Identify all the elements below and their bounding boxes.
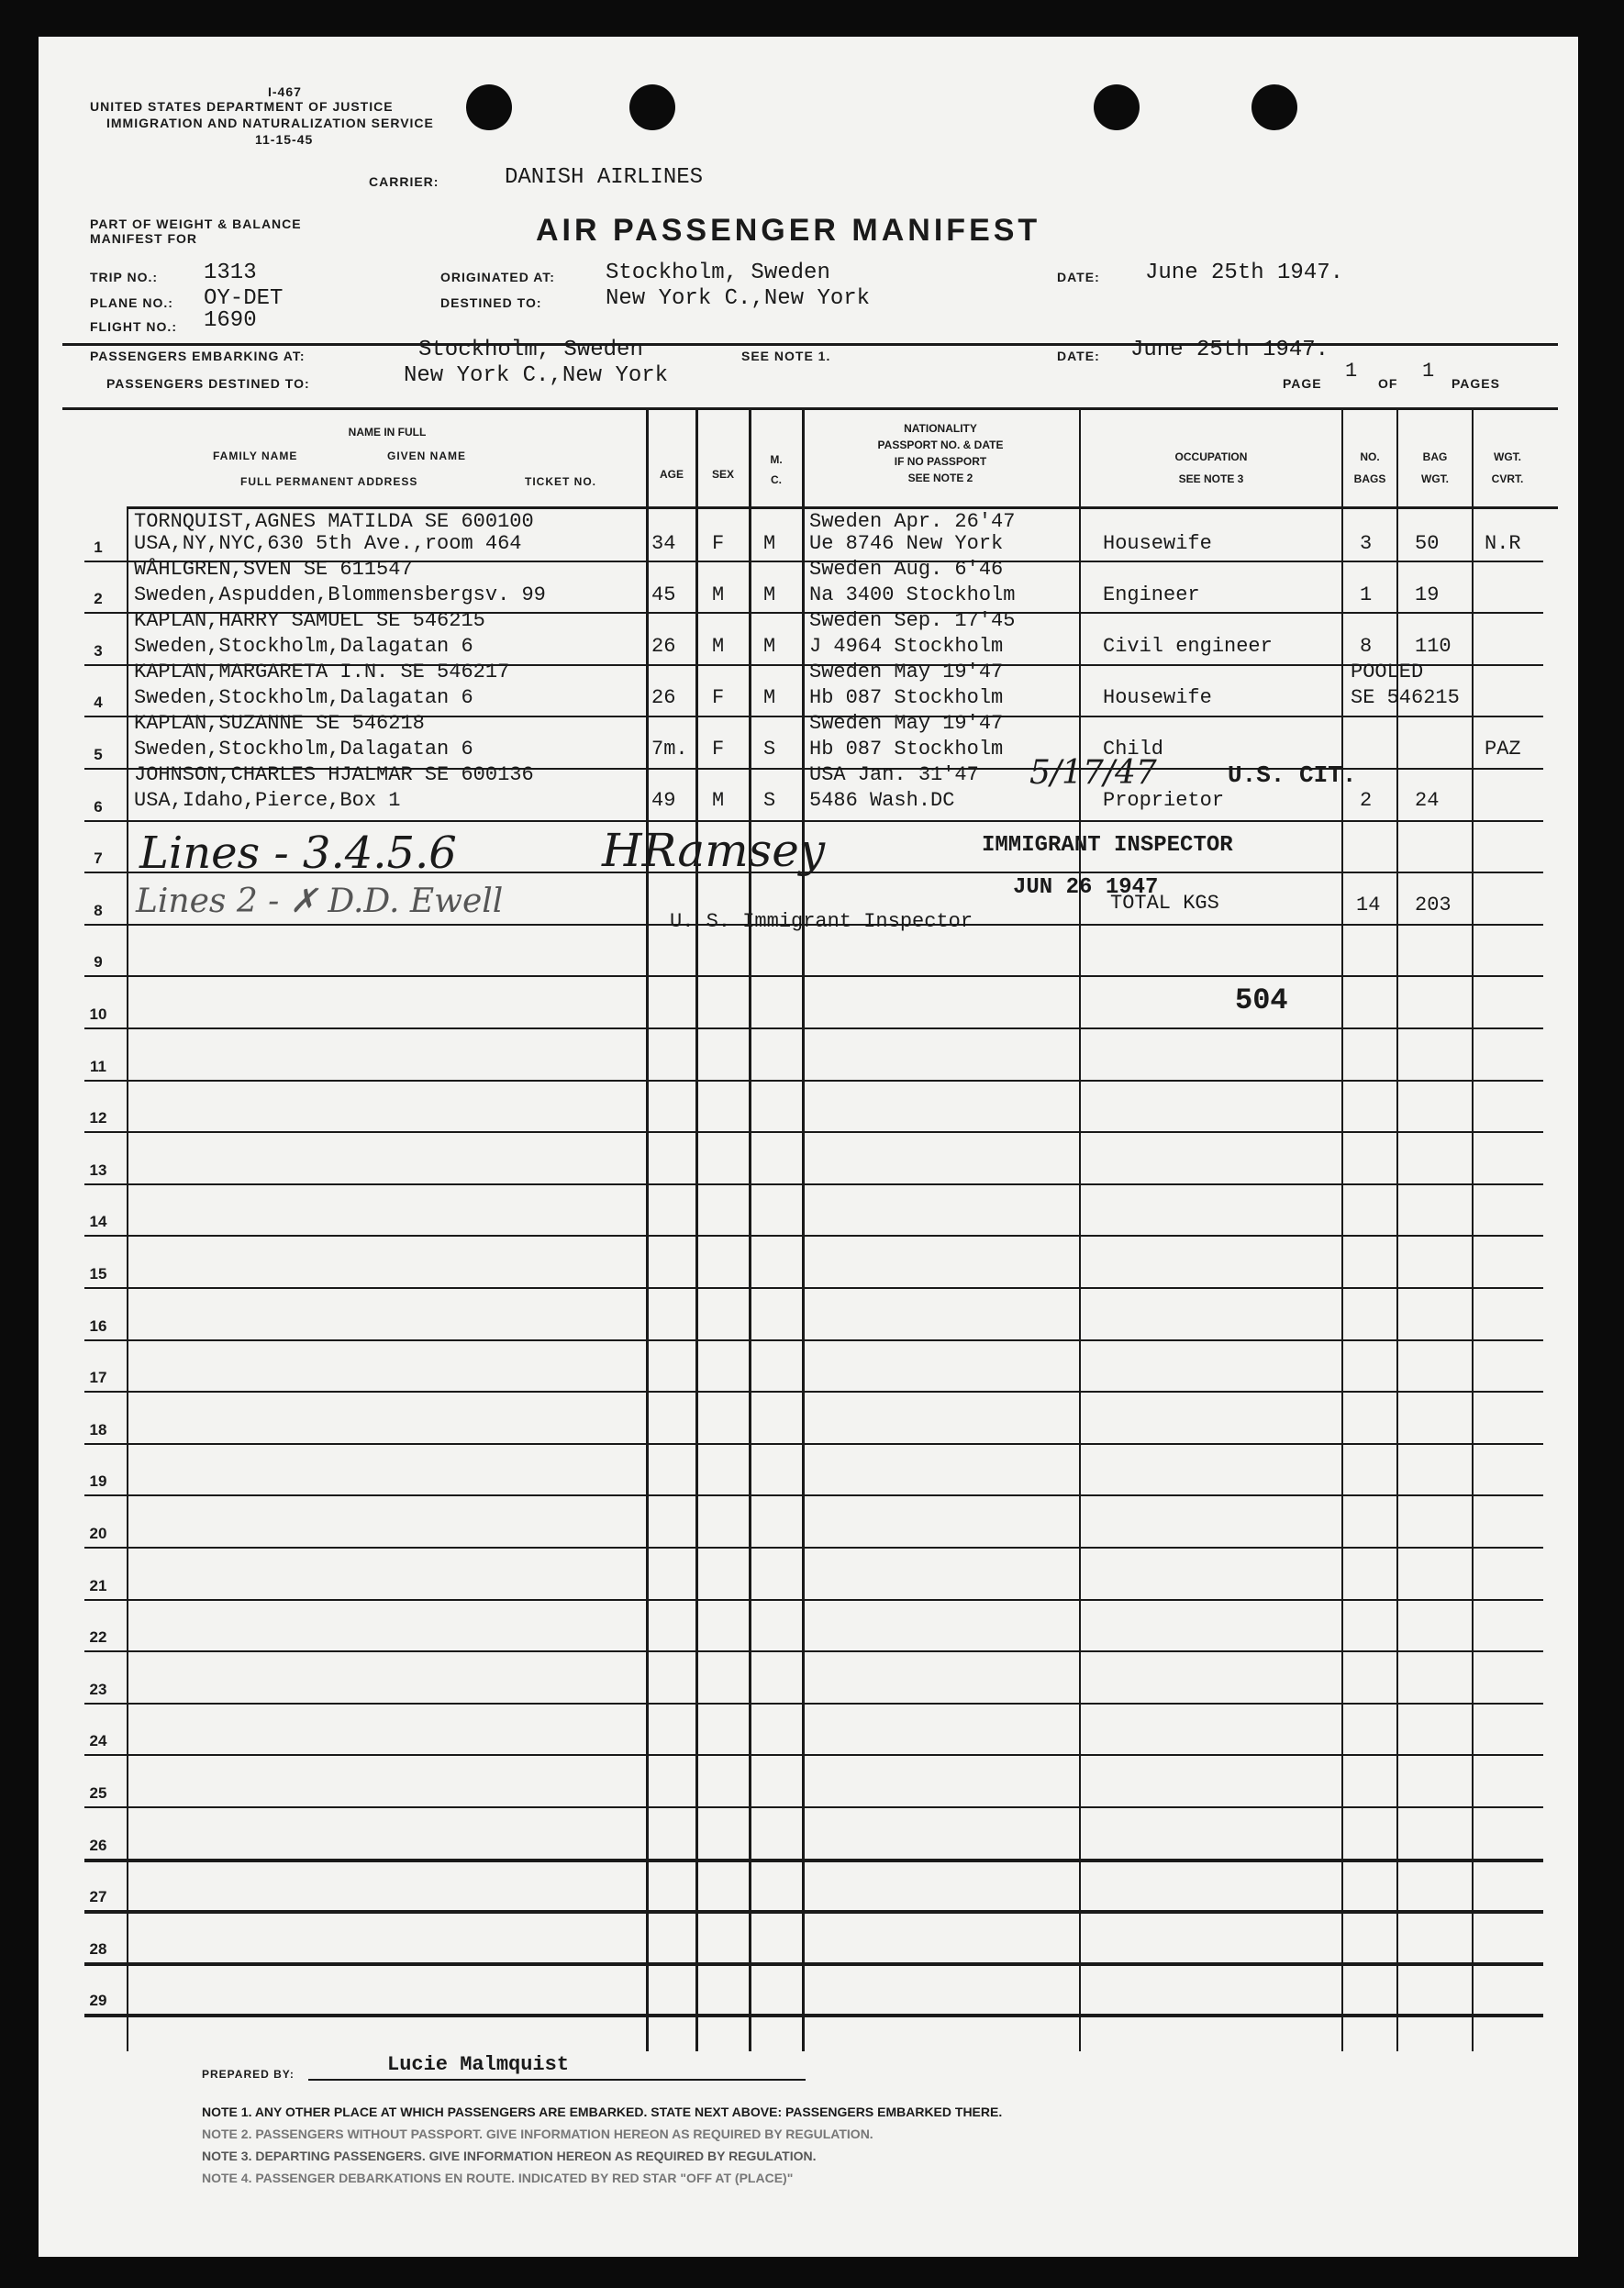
passenger-age: 45 [651, 583, 676, 606]
row-number: 11 [90, 1058, 106, 1075]
page-label: PAGE [1283, 376, 1322, 391]
punch-hole [466, 84, 512, 130]
passenger-bags: 3 [1360, 532, 1373, 555]
carrier-value: DANISH AIRLINES [505, 165, 704, 190]
passenger-marital: S [763, 789, 776, 812]
date-label-2: DATE: [1057, 349, 1100, 363]
trip-value: 1313 [204, 261, 257, 285]
passenger-passport: 5486 Wash.DC [809, 789, 955, 812]
row-number: 9 [94, 953, 103, 971]
handwritten-lines-note-2: Lines 2 - ✗ D.D. Ewell [136, 883, 504, 920]
passenger-occupation: Proprietor [1103, 789, 1225, 812]
passenger-age: 7m. [651, 738, 688, 761]
col-wgt-cvrt: WGT. CVRT. [1491, 450, 1524, 485]
see-note-1: SEE NOTE 1. [741, 349, 831, 363]
col-occupation: OCCUPATION SEE NOTE 3 [1174, 450, 1248, 485]
plane-value: OY-DET [204, 286, 284, 311]
row-line [84, 1131, 1543, 1133]
passenger-age: 49 [651, 789, 676, 812]
note-3: NOTE 3. DEPARTING PASSENGERS. GIVE INFORMATION HEREON AS REQUIRED BY REGULATION. [202, 2149, 817, 2163]
passenger-bags: 1 [1360, 583, 1373, 606]
row-line [84, 1494, 1543, 1496]
row-line [84, 1599, 1543, 1601]
note-4: NOTE 4. PASSENGER DEBARKATIONS EN ROUTE. INDICATED BY RED STAR "OFF AT (PLACE)" [202, 2171, 794, 2185]
row-number: 21 [89, 1577, 107, 1594]
row-line [84, 1754, 1543, 1756]
row-line [84, 1183, 1543, 1185]
passengers-destined-value: New York C.,New York [404, 363, 669, 388]
prepared-by-value: Lucie Malmquist [387, 2053, 570, 2076]
originated-value: Stockholm, Sweden [606, 261, 830, 285]
manifest-sheet [39, 37, 1578, 2257]
col-marital: M. C. [770, 453, 783, 486]
handwritten-date: 5/17/47 [1029, 754, 1157, 792]
part-of-label-1: PART OF WEIGHT & BALANCE [90, 217, 302, 231]
flight-label: FLIGHT NO.: [90, 319, 177, 334]
row-number: 7 [94, 850, 103, 867]
service-line: IMMIGRATION AND NATURALIZATION SERVICE [106, 116, 434, 130]
row-number: 24 [89, 1732, 107, 1749]
passenger-address: Sweden,Stockholm,Dalagatan 6 [134, 635, 473, 658]
passenger-nationality: Sweden May 19'47 [809, 712, 1004, 735]
carrier-label: CARRIER: [369, 174, 439, 189]
passenger-bags-note-2: SE 546215 [1351, 686, 1460, 709]
row-line [84, 1650, 1543, 1652]
passenger-sex: F [712, 532, 725, 555]
passenger-marital: M [763, 532, 776, 555]
row-line [84, 1443, 1543, 1445]
row-number: 23 [89, 1681, 107, 1698]
row-number: 8 [94, 902, 103, 919]
note-1: NOTE 1. ANY OTHER PLACE AT WHICH PASSENGERS ARE EMBARKED. STATE NEXT ABOVE: PASSENGERS EMBARKED THERE. [202, 2105, 1003, 2119]
row-number: 29 [89, 1992, 107, 2009]
embarking-label: PASSENGERS EMBARKING AT: [90, 349, 306, 363]
row-line [84, 1806, 1543, 1808]
row-number: 26 [89, 1837, 107, 1854]
total-weight: 203 [1415, 894, 1452, 916]
total-bags: 14 [1356, 894, 1381, 916]
passenger-occupation: Housewife [1103, 532, 1212, 555]
passenger-sex: F [712, 686, 725, 709]
passenger-age: 34 [651, 532, 676, 555]
row-line [84, 2014, 1543, 2017]
passenger-name: WÅHLGREN,SVEN SE 611547 [134, 558, 413, 581]
flight-value: 1690 [204, 308, 257, 333]
passenger-passport: Hb 087 Stockholm [809, 686, 1004, 709]
row-line [84, 1859, 1543, 1862]
row-number: 5 [94, 746, 103, 763]
row-number: 14 [89, 1213, 107, 1230]
row-line [84, 1080, 1543, 1082]
row-number: 28 [89, 1940, 107, 1958]
inspection-date-stamp: JUN 26 1947 [1013, 875, 1159, 900]
passenger-bags-note: POOLED [1351, 661, 1424, 683]
passenger-passport: Ue 8746 New York [809, 532, 1004, 555]
passenger-marital: M [763, 686, 776, 709]
passenger-marital: M [763, 583, 776, 606]
plane-label: PLANE NO.: [90, 295, 173, 310]
form-number: I-467 [268, 84, 302, 99]
col-name-in-full: NAME IN FULL [348, 426, 427, 439]
col-address: FULL PERMANENT ADDRESS [240, 475, 418, 488]
passenger-address: USA,NY,NYC,630 5th Ave.,room 464 [134, 532, 522, 555]
passenger-address: Sweden,Stockholm,Dalagatan 6 [134, 738, 473, 761]
passenger-cvrt: N.R [1485, 532, 1521, 555]
page-number: 1 [1345, 360, 1358, 383]
row-number: 3 [94, 642, 103, 660]
passenger-passport: Na 3400 Stockholm [809, 583, 1016, 606]
passenger-marital: S [763, 738, 776, 761]
row-number: 19 [89, 1472, 107, 1490]
date-label: DATE: [1057, 270, 1100, 284]
col-family-name: FAMILY NAME [213, 450, 298, 462]
passenger-name: JOHNSON,CHARLES HJALMAR SE 600136 [134, 763, 534, 786]
embark-date-value: June 25th 1947. [1130, 338, 1329, 362]
punch-hole [1094, 84, 1140, 130]
row-number: 27 [89, 1888, 107, 1905]
passenger-nationality: Sweden Sep. 17'45 [809, 609, 1016, 632]
passenger-bags: 2 [1360, 789, 1373, 812]
handwritten-lines-note: Lines - 3.4.5.6 [139, 827, 457, 879]
passenger-sex: M [712, 583, 725, 606]
col-given-name: GIVEN NAME [387, 450, 467, 462]
punch-hole [629, 84, 675, 130]
passenger-name: KAPLAN,SUZANNE SE 546218 [134, 712, 425, 735]
passenger-bag-weight: 24 [1415, 789, 1440, 812]
passenger-name: KAPLAN,MARGARETA I.N. SE 546217 [134, 661, 510, 683]
destined-value: New York C.,New York [606, 286, 871, 311]
us-immigrant-inspector-label: U. S. Immigrant Inspector [670, 910, 973, 933]
row-number: 20 [89, 1525, 107, 1542]
note-2: NOTE 2. PASSENGERS WITHOUT PASSPORT. GIVE INFORMATION HEREON AS REQUIRED BY REGULATION. [202, 2127, 873, 2141]
row-number: 2 [94, 590, 103, 607]
trip-label: TRIP NO.: [90, 270, 159, 284]
form-date: 11-15-45 [255, 132, 314, 147]
passenger-sex: F [712, 738, 725, 761]
passenger-nationality: USA Jan. 31'47 [809, 763, 979, 786]
passenger-bag-weight: 19 [1415, 583, 1440, 606]
passenger-bags: 8 [1360, 635, 1373, 658]
pages-label: PAGES [1452, 376, 1500, 391]
row-line [84, 1910, 1543, 1914]
row-number: 6 [94, 798, 103, 816]
row-line [84, 1235, 1543, 1237]
of-label: OF [1378, 376, 1398, 391]
passenger-sex: M [712, 635, 725, 658]
row-number: 10 [89, 1005, 107, 1023]
passenger-passport: Hb 087 Stockholm [809, 738, 1004, 761]
passenger-age: 26 [651, 686, 676, 709]
passenger-occupation: Engineer [1103, 583, 1200, 606]
row-number: 25 [89, 1784, 107, 1802]
passenger-passport: J 4964 Stockholm [809, 635, 1004, 658]
part-of-label-2: MANIFEST FOR [90, 231, 197, 246]
passenger-occupation: Civil engineer [1103, 635, 1273, 658]
passenger-name: TORNQUIST,AGNES MATILDA SE 600100 [134, 510, 534, 533]
passenger-occupation: Child [1103, 738, 1164, 761]
passenger-sex: M [712, 789, 725, 812]
row-line [84, 1287, 1543, 1289]
passenger-nationality: Sweden May 19'47 [809, 661, 1004, 683]
passenger-nationality: Sweden Aug. 6'46 [809, 558, 1004, 581]
col-nationality: NATIONALITY PASSPORT NO. & DATE IF NO PASSPORT SEE NOTE 2 [877, 422, 1004, 484]
embarking-value: Stockholm, Sweden [418, 338, 643, 362]
prepared-by-label: PREPARED BY: [202, 2068, 295, 2081]
passenger-address: Sweden,Stockholm,Dalagatan 6 [134, 686, 473, 709]
col-ticket-no: TICKET NO. [525, 475, 596, 488]
passenger-bag-weight: 50 [1415, 532, 1440, 555]
department-line: UNITED STATES DEPARTMENT OF JUSTICE [90, 99, 394, 114]
row-number: 12 [89, 1109, 107, 1127]
passenger-occupation: Housewife [1103, 686, 1212, 709]
passenger-bag-weight: 110 [1415, 635, 1452, 658]
destined-label: DESTINED TO: [440, 295, 542, 310]
row-number: 18 [89, 1421, 107, 1438]
col-no-bags: NO. BAGS [1353, 450, 1386, 485]
stamp-number-504: 504 [1235, 983, 1288, 1017]
total-kgs-label: TOTAL KGS [1110, 892, 1219, 915]
row-line [84, 1027, 1543, 1029]
row-line [84, 1391, 1543, 1393]
form-title: AIR PASSENGER MANIFEST [536, 213, 1041, 248]
passenger-cvrt: PAZ [1485, 738, 1521, 761]
row-line [84, 1547, 1543, 1549]
us-cit-stamp: U.S. CIT. [1228, 761, 1357, 789]
col-sex: SEX [711, 468, 734, 481]
passenger-marital: M [763, 635, 776, 658]
immigrant-inspector-stamp: IMMIGRANT INSPECTOR [982, 833, 1233, 858]
page-total: 1 [1422, 360, 1435, 383]
passengers-destined-label: PASSENGERS DESTINED TO: [106, 376, 310, 391]
passenger-address: USA,Idaho,Pierce,Box 1 [134, 789, 401, 812]
date-value: June 25th 1947. [1145, 261, 1344, 285]
passenger-name: KAPLAN,HARRY SAMUEL SE 546215 [134, 609, 485, 632]
row-number: 13 [89, 1161, 107, 1179]
originated-label: ORIGINATED AT: [440, 270, 555, 284]
passenger-address: Sweden,Aspudden,Blommensbergsv. 99 [134, 583, 546, 606]
row-number: 4 [94, 694, 103, 711]
col-age: AGE [659, 468, 684, 481]
punch-hole [1251, 84, 1297, 130]
inspector-signature: HRamsey [602, 824, 826, 877]
row-line [84, 1962, 1543, 1966]
row-number: 17 [89, 1369, 107, 1386]
row-line [84, 975, 1543, 977]
row-line [84, 1703, 1543, 1705]
passenger-nationality: Sweden Apr. 26'47 [809, 510, 1016, 533]
row-line [84, 820, 1543, 822]
row-line [84, 1339, 1543, 1341]
col-bag-wgt: BAG WGT. [1421, 450, 1449, 485]
row-number: 15 [89, 1265, 107, 1283]
row-number: 22 [89, 1628, 107, 1646]
row-number: 16 [89, 1317, 107, 1335]
passenger-age: 26 [651, 635, 676, 658]
row-number: 1 [94, 539, 103, 556]
